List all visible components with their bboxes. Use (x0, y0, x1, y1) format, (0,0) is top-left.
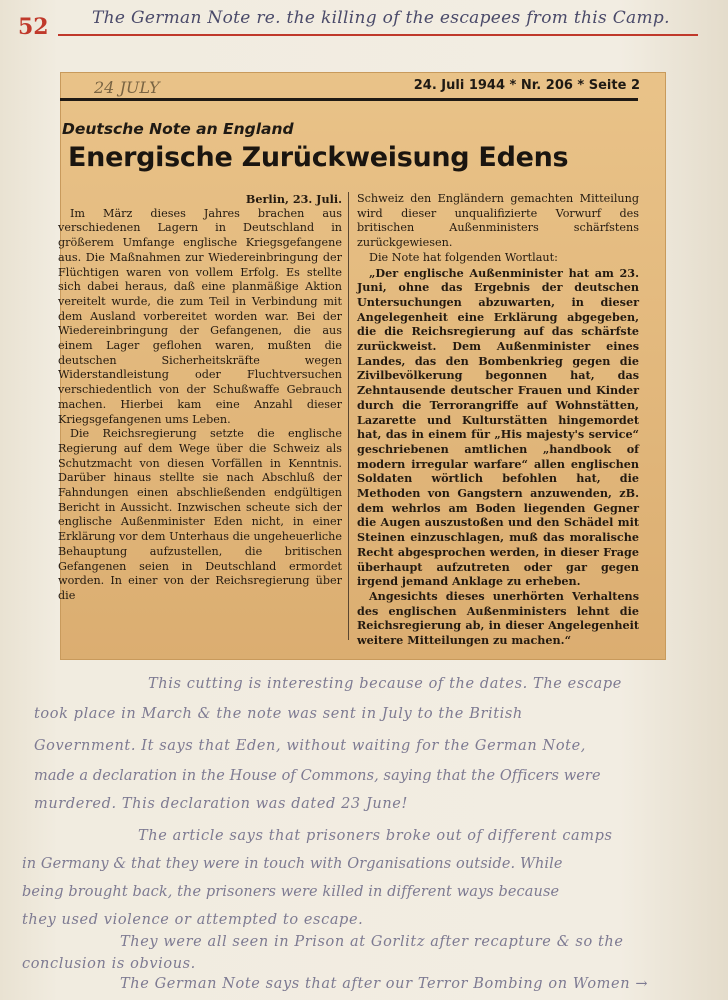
article-paragraph: Die Note hat folgenden Wortlaut: (369, 250, 558, 264)
article-paragraph: Schweiz den Engländern gemachten Mitteilung wird dieser unqualifizierte Vorwurf des britischen Außenministers schärfstens zurückgewiesen. (357, 192, 639, 250)
handwritten-line: This cutting is interesting because of the dates. The escape (148, 676, 622, 692)
handwritten-line: in Germany & that they were in touch with Organisations outside. While (22, 856, 563, 872)
handwritten-line: murdered. This declaration was dated 23 June! (34, 796, 408, 812)
handwritten-line: They were all seen in Prison at Gorlitz after recapture & so the (120, 934, 624, 950)
article-paragraph: Die Reichsregierung setzte die englische Regierung auf dem Wege über die Schweiz als Schutzmacht von diesen Vorfällen in Kenntnis. Darüber hinaus stellte sie nach Abschluß der Fahndungen einen abschließenden endgültigen Bericht in Aussicht. Inzwischen scheute sich der englische Außenminister Eden nicht, in einer Erklärung vor dem Unterhaus die ungeheuerliche Behauptung aufzustellen, die britischen Gefangenen seien in Deutschland ermordet worden. In einer von der Reichsregierung über die (58, 427, 342, 602)
clipping-masthead: 24. Juli 1944 * Nr. 206 * Seite 2 (413, 78, 640, 93)
handwritten-line: Government. It says that Eden, without waiting for the German Note, (34, 738, 586, 754)
handwritten-line: The article says that prisoners broke out of different camps (138, 828, 613, 844)
clipping-handwritten-date: 24 JULY (94, 78, 160, 97)
handwritten-line: conclusion is obvious. (22, 956, 196, 972)
note-quote: Angesichts dieses unerhörten Verhaltens des englischen Außenministers lehnt die Reichsregierung ab, in dieser Angelegenheit weitere Mitteilungen zu machen.“ (357, 588, 639, 648)
article-right-column (357, 192, 639, 648)
handwritten-line: made a declaration in the House of Commons, saying that the Officers were (34, 768, 601, 784)
article-paragraph: Im März dieses Jahres brachen aus verschiedenen Lagern in Deutschland in größerem Umfange englische Kriegsgefangene aus. Die Maßnahmen zur Wiedereinbringung der Flüchtigen waren von vollem Erfolg. Es stellte sich dabei heraus, daß eine planmäßige Aktion vereitelt wurde, die zum Teil in Verbindung mit dem Ausland vorbereitet worden war. Bei der Wiedereinbringung der Gefangenen, die aus einem Lager geflohen waren, mußten die deutschen Sicherheitskräfte wegen Widerstandleistung oder Fluchtversuchen verschiedentlich von der Schußwaffe Gebrauch machen. Hierbei kam eine Anzahl dieser Kriegsgefangenen ums Leben. (58, 206, 342, 426)
handwritten-line: took place in March & the note was sent in July to the British (34, 706, 523, 722)
note-quote: „Der englische Außenminister hat am 23. Juni, ohne das Ergebnis der deutschen Untersuchungen abzuwarten, in dieser Angelegenheit eine Erklärung abgegeben, die die Reichsregierung auf das schärfste zurückweist. Dem Außenminister eines Landes, das den Bombenkrieg gegen die Zivilbevölkerung begonnen hat, das Zehntausende deutscher Frauen und Kinder durch die Terrorangriffe auf Wohnstätten, Lazarette und Kulturstätten hingemordet hat, das in einem für „His majesty's service“ geschriebenen amtlichen „handbook of modern irregular warfare“ allen englischen Soldaten wörtlich befohlen hat, die Methoden von Gangstern anzuwenden, zB. dem wehrlos am Boden liegenden Gegner die Augen auszustoßen und den Schädel mit Steinen einzuschlagen, muß das moralische Recht abgesprochen werden, in dieser Frage überhaupt aufzutreten oder gar gegen irgend jemand Anklage zu erheben. (357, 265, 639, 589)
handwritten-line: being brought back, the prisoners were killed in different ways because (22, 884, 560, 900)
page-number: 52 (18, 14, 49, 40)
header-handwritten-note: The German Note re. the killing of the escapees from this Camp. (92, 8, 670, 28)
masthead-rule (60, 98, 638, 101)
clipping-headline: Energische Zurückweisung Edens (68, 142, 569, 173)
newspaper-clipping (60, 72, 666, 660)
column-divider (348, 192, 349, 640)
article-dateline: Berlin, 23. Juli. (245, 192, 342, 206)
article-left-column (58, 192, 342, 604)
header-rule (58, 34, 698, 36)
clipping-kicker: Deutsche Note an England (62, 120, 294, 138)
handwritten-line: The German Note says that after our Terror Bombing on Women → (120, 976, 649, 992)
handwritten-line: they used violence or attempted to escape. (22, 912, 364, 928)
